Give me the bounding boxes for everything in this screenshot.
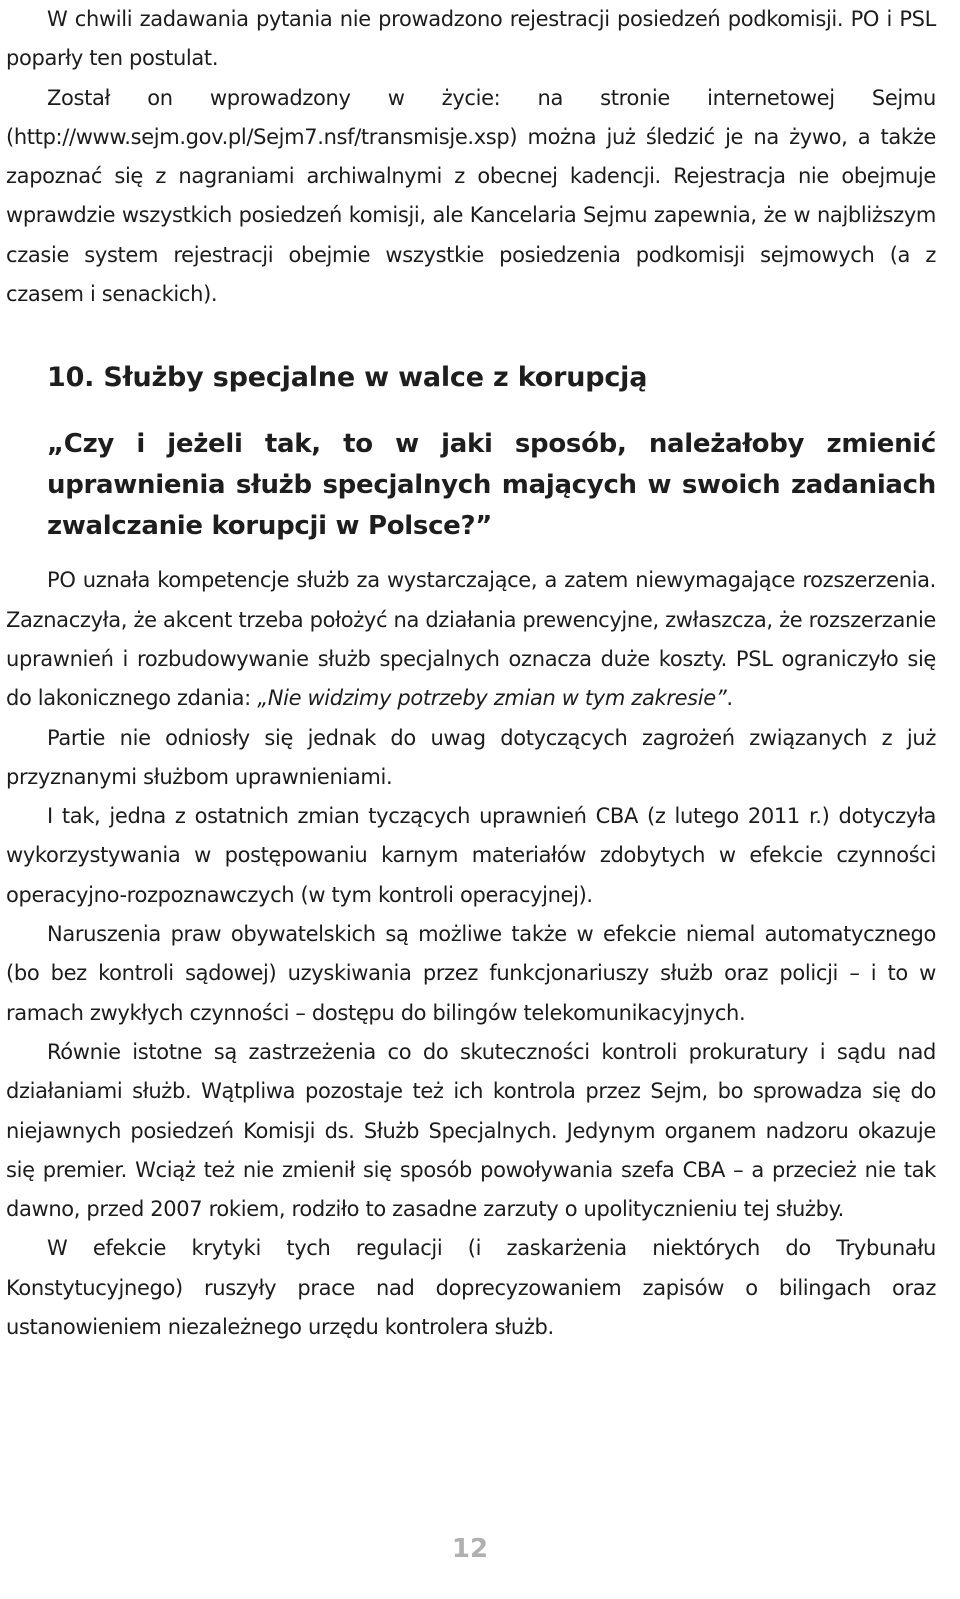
paragraph-civil-rights-violations: Naruszenia praw obywatelskich są możliwe także w efekcie niemal automatycznego (bo bez kontroli sądowej) uzyskiwania przez funkcjonariuszy służb oraz policji – i to w ramach zwykłych czynności – dostępu do bilingów telekomunikacyjnych. xyxy=(6,922,936,1025)
paragraph-control-concerns: Równie istotne są zastrzeżenia co do skuteczności kontroli prokuratury i sądu nad działaniami służb. Wątpliwa pozostaje też ich kontrola przez Sejm, bo sprowadza się do niejawnych posiedzeń Komisji ds. Służb Specjalnych. Jedynym organem nadzoru okazuje się premier. Wciąż też nie zmienił się sposób powoływania szefa CBA – a przecież nie tak dawno, przed 2007 rokiem, rodziło to zasadne zarzuty o upolitycznieniu tej służby. xyxy=(6,1039,936,1222)
paragraph-parties-no-response: Partie nie odniosły się jednak do uwag dotyczących zagrożeń związanych z już przyznanymi służbom uprawnieniami. xyxy=(6,725,936,789)
document-page xyxy=(6,0,936,1347)
page-number: 12 xyxy=(451,1534,489,1564)
paragraph-po-psl-text: PO uznała kompetencje służb za wystarczające, a zatem niewymagające rozszerzenia. Zaznaczyła, że akcent trzeba położyć na działania prewencyjne, zwłaszcza, że rozszerzanie uprawnień i rozbudowywanie służb specjalnych oznacza duże koszty. PSL ograniczyło się do lakonicznego zdania: xyxy=(6,568,936,711)
paragraph-end-dot: . xyxy=(726,686,733,711)
section-question: „Czy i jeżeli tak, to w jaki sposób, należałoby zmienić uprawnienia służb specjalnych mających w swoich zadaniach zwalczanie korupcji w Polsce?” xyxy=(47,429,936,542)
section-heading: 10. Służby specjalne w walce z korupcją xyxy=(47,362,648,394)
paragraph-sejm-transmission: Został on wprowadzony w życie: na stronie internetowej Sejmu (http://www.sejm.gov.pl/Sejm7.nsf/transmisje.xsp) można już śledzić je na żywo, a także zapoznać się z nagraniami archiwalnymi z obecnej kadencji. Rejestracja nie obejmuje wprawdzie wszystkich posiedzeń komisji, ale Kancelaria Sejmu zapewnia, że w najbliższym czasie system rejestracji obejmie wszystkie posiedzenia podkomisji sejmowych (a z czasem i senackich). xyxy=(6,85,936,307)
paragraph-cba-change: I tak, jedna z ostatnich zmian tyczących uprawnień CBA (z lutego 2011 r.) dotyczyła wykorzystywania w postępowaniu karnym materiałów zdobytych w efekcie czynności operacyjno-rozpoznawczych (w tym kontroli operacyjnej). xyxy=(6,804,936,907)
paragraph-subcommittee-recording: W chwili zadawania pytania nie prowadzono rejestracji posiedzeń podkomisji. PO i PSL poparły ten postulat. xyxy=(6,7,936,71)
paragraph-po-psl-answer xyxy=(6,561,936,718)
paragraph-regulation-criticism: W efekcie krytyki tych regulacji (i zaskarżenia niektórych do Trybunału Konstytucyjnego) ruszyły prace nad doprecyzowaniem zapisów o bilingach oraz ustanowieniem niezależnego urzędu kontrolera służb. xyxy=(6,1236,936,1340)
psl-quote: „Nie widzimy potrzeby zmian w tym zakresie” xyxy=(257,686,727,711)
